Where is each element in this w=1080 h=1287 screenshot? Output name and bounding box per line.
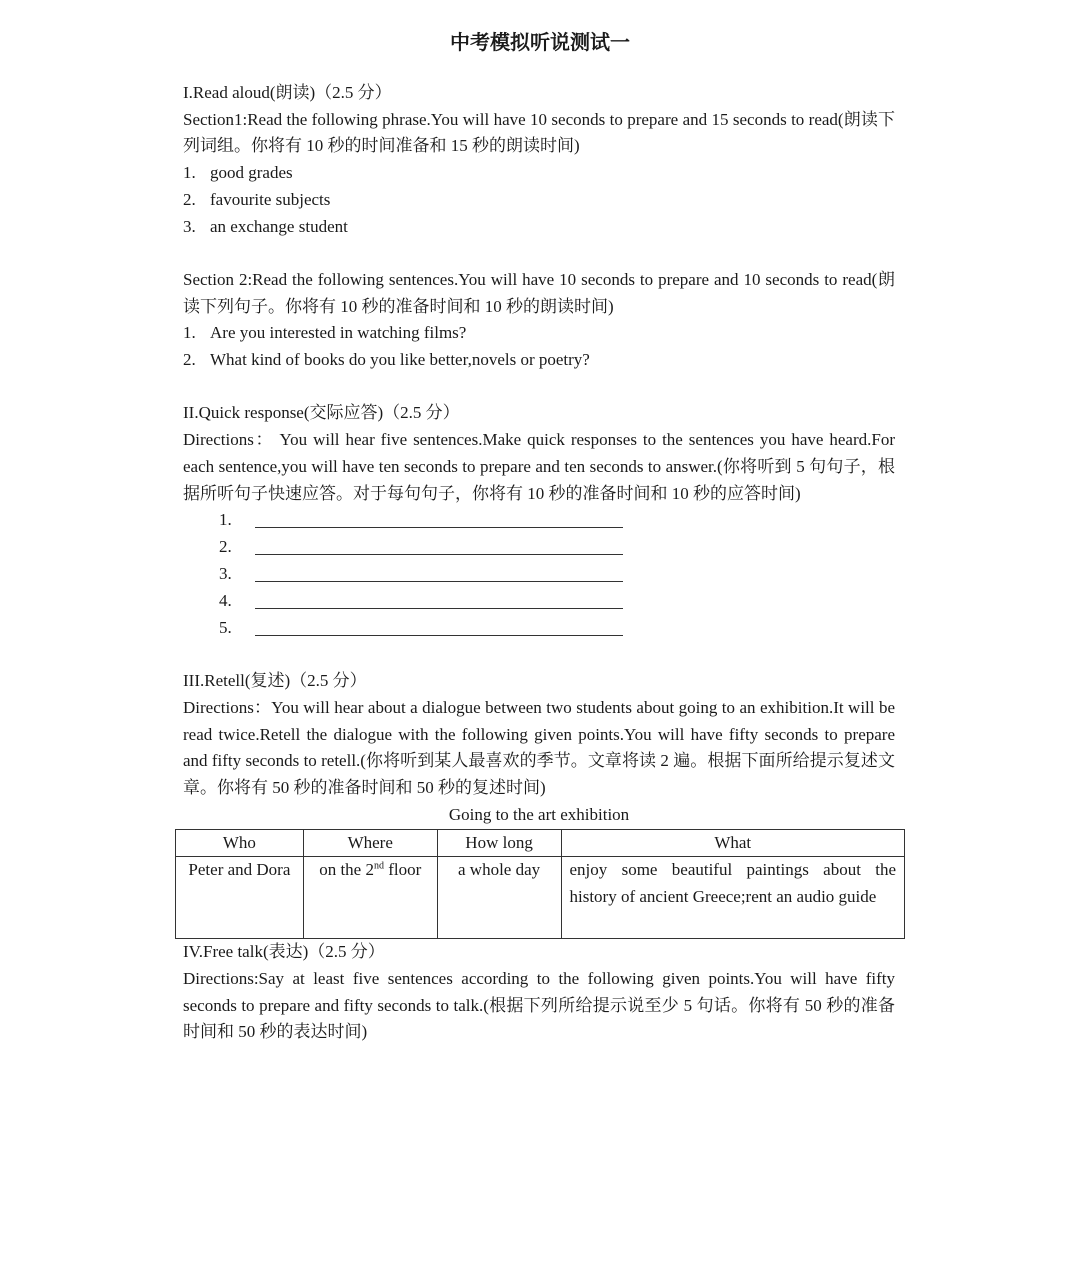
cell-what: enjoy some beautiful paintings about the history of ancient Greece;rent an audio guide	[561, 857, 905, 939]
table-header-row	[176, 829, 905, 857]
list-item: 1. good grades	[183, 163, 293, 183]
section-1-part2-intro: Section 2:Read the following sentences.You will have 10 seconds to prepare and 10 seconds to read(朗读下列句子。你将有 10 秒的准备时间和 10 秒的朗读时间)	[183, 269, 895, 316]
list-item: 3. an exchange student	[183, 216, 348, 236]
section-4-heading: IV.Free talk(表达)（2.5 分）	[183, 942, 385, 962]
column-header-what: What	[561, 829, 905, 857]
sentence-list	[183, 320, 895, 373]
answer-blank-row: 3.	[183, 561, 895, 588]
phrase-text: good grades	[210, 163, 293, 183]
answer-blank-line	[255, 621, 623, 636]
answer-blank-line	[255, 567, 623, 582]
column-header-who: Who	[176, 829, 304, 857]
phrase-list	[183, 160, 895, 240]
cell-who: Peter and Dora	[176, 857, 304, 939]
cell-how-long: a whole day	[437, 857, 561, 939]
page-title: 中考模拟听说测试一	[450, 30, 630, 54]
answer-blank-line	[255, 540, 623, 555]
answer-blank-row: 2.	[183, 534, 895, 561]
section-2-heading: II.Quick response(交际应答)（2.5 分）	[183, 403, 460, 423]
table-row	[176, 857, 905, 939]
phrase-text: an exchange student	[210, 216, 348, 236]
answer-blank-line	[255, 513, 623, 528]
answer-blanks	[183, 507, 895, 641]
section-1-heading: I.Read aloud(朗读)（2.5 分）	[183, 83, 392, 102]
section-3-heading: III.Retell(复述)（2.5 分）	[183, 671, 367, 691]
column-header-where: Where	[303, 829, 437, 857]
exam-content	[183, 80, 895, 1046]
section-2-directions: Directions： You will hear five sentences.Make quick responses to the sentences you have heard.For each sentence,you will have ten seconds to prepare and ten seconds to answer.(你将听到 5 句句子，根据所听句子快速应答。对于每句句子，你将有 10 秒的准备时间和 10 秒的应答时间)	[183, 430, 895, 503]
table-caption: Going to the art exhibition	[448, 804, 630, 824]
answer-blank-line	[255, 594, 623, 609]
section-4-directions: Directions:Say at least five sentences according to the following given points.You will have fifty seconds to prepare and fifty seconds to talk.(根据下列所给提示说至少 5 句话。你将有 50 秒的准备时间和 50 秒的表达时间)	[183, 968, 895, 1042]
answer-blank-row: 4.	[183, 588, 895, 615]
sentence-text: What kind of books do you like better,novels or poetry?	[210, 350, 590, 370]
cell-where: on the 2nd floor	[303, 857, 437, 939]
phrase-text: favourite subjects	[210, 189, 331, 209]
retell-table	[175, 829, 905, 940]
section-3-directions: Directions：You will hear about a dialogue between two students about going to an exhibition.It will be read twice.Retell the dialogue with the following given points.You will have fifty seconds to prepare and fifty seconds to retell.(你将听到某人最喜欢的季节。文章将读 2 遍。根据下面所给提示复述文章。你将有 50 秒的准备时间和 50 秒的复述时间)	[183, 698, 895, 798]
answer-blank-row: 5.	[183, 615, 895, 642]
list-item: 2. favourite subjects	[183, 189, 331, 209]
list-item: 2. What kind of books do you like better,novels or poetry?	[183, 350, 590, 370]
column-header-how-long: How long	[437, 829, 561, 857]
answer-blank-row: 1.	[183, 507, 895, 534]
sentence-text: Are you interested in watching films?	[210, 323, 467, 343]
list-item: 1. Are you interested in watching films?	[183, 323, 467, 343]
section-1-part1-intro: Section1:Read the following phrase.You will have 10 seconds to prepare and 15 seconds to read(朗读下列词组。你将有 10 秒的时间准备和 15 秒的朗读时间)	[183, 109, 895, 156]
